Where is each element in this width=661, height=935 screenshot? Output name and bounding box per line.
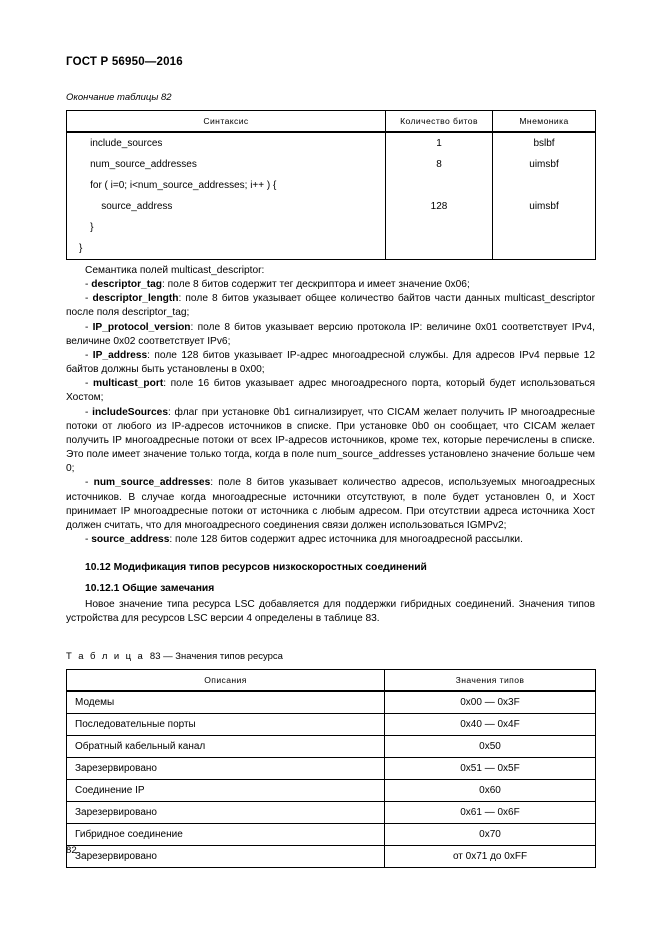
table-row bbox=[67, 714, 596, 736]
term: descriptor_length bbox=[92, 293, 179, 305]
dash: - bbox=[85, 349, 93, 361]
table-83-header-description: Описания bbox=[67, 670, 385, 692]
table-82-mnemonic-cell bbox=[493, 132, 596, 260]
resource-description: Соединение IP bbox=[67, 780, 385, 802]
term-text: : поле 8 битов указывает количество адресов, используемых многоадресных источников. В случае когда многоадресные источники отсутствуют, в поле будет установлен 0, и Хост принимает IP многоадресные потоки от источника с любым адресом. При отсутствии адреса источника Хост должен считать, что для многоадресного соединения связи должен использоваться IGMPv2; bbox=[66, 477, 595, 531]
bits-value: 8 bbox=[436, 159, 442, 170]
page-number: 82 bbox=[66, 845, 77, 856]
semantics-item-source-address bbox=[66, 533, 595, 547]
resource-value: 0x61 — 0x6F bbox=[385, 802, 596, 824]
table-82-caption: Окончание таблицы 82 bbox=[66, 92, 172, 103]
resource-value: 0x70 bbox=[385, 824, 596, 846]
resource-description: Зарезервировано bbox=[67, 758, 385, 780]
term-text: : поле 16 битов указывает адрес многоадресного порта, который будет использоваться Хостом; bbox=[66, 378, 595, 404]
table-row bbox=[67, 736, 596, 758]
table-row bbox=[67, 824, 596, 846]
resource-value: 0x50 bbox=[385, 736, 596, 758]
running-head: ГОСТ Р 56950—2016 bbox=[66, 56, 183, 68]
resource-description: Зарезервировано bbox=[67, 802, 385, 824]
table-82-header-syntax: Синтаксис bbox=[67, 111, 386, 133]
table-83-caption bbox=[66, 651, 283, 662]
bits-value bbox=[386, 217, 492, 238]
bits-value: 1 bbox=[436, 138, 442, 149]
dash: - bbox=[85, 406, 93, 418]
dash: - bbox=[85, 533, 92, 545]
table-row bbox=[67, 758, 596, 780]
term-text: : флаг при установке 0b1 сигнализирует, что CICAM желает получить IP многоадресные потоки от любого из IP-адресов источников в списке. При установке 0b0 он сообщает, что CICAM желает получить IP многоадресные потоки от всех IP-адресов источников, кроме тех, которые перечислены в списке. Это поле имеет значение только тогда, когда в поле num_source_addresses установлено значение больше чем 0; bbox=[66, 406, 595, 475]
table-82-body-row bbox=[67, 132, 596, 260]
term-text: : поле 8 битов указывает версию протокола IP: величине 0x01 соответствует IPv4, величине 0x02 соответствует IPv6; bbox=[66, 321, 595, 347]
mnemonic-value: uimsbf bbox=[529, 201, 559, 212]
resource-description: Модемы bbox=[67, 691, 385, 714]
semantics-block bbox=[66, 264, 595, 547]
dash: - bbox=[85, 293, 93, 305]
table-83-caption-prefix: Т а б л и ц а bbox=[66, 651, 145, 662]
semantics-item-ip-protocol-version bbox=[66, 321, 595, 349]
bits-value bbox=[386, 238, 492, 259]
heading-10-12-1: 10.12.1 Общие замечания bbox=[85, 583, 215, 594]
mnemonic-value: uimsbf bbox=[529, 159, 559, 170]
dash: - bbox=[85, 321, 93, 333]
dash: - bbox=[85, 378, 94, 390]
term-text: : поле 128 битов указывает IP-адрес многоадресной службы. Для адресов IPv4 первые 12 байтов должны быть установлены в 0x00; bbox=[66, 349, 595, 376]
dash: - bbox=[85, 477, 94, 489]
resource-description: Обратный кабельный канал bbox=[67, 736, 385, 758]
semantics-item-include-sources bbox=[66, 406, 595, 477]
table-83-header-values: Значения типов bbox=[385, 670, 596, 692]
table-82-bits-cell bbox=[386, 132, 493, 260]
mnemonic-value: bslbf bbox=[533, 138, 555, 149]
table-83-container bbox=[66, 669, 596, 868]
table-row bbox=[67, 846, 596, 868]
syntax-line: num_source_addresses bbox=[79, 159, 197, 170]
mnemonic-value bbox=[493, 217, 595, 238]
table-83-header-row bbox=[67, 670, 596, 692]
table-82-container bbox=[66, 110, 596, 260]
resource-value: 0x60 bbox=[385, 780, 596, 802]
term-text: : поле 8 битов содержит тег дескриптора и имеет значение 0x06; bbox=[162, 279, 470, 291]
syntax-line: } bbox=[79, 222, 94, 233]
resource-value: 0x40 — 0x4F bbox=[385, 714, 596, 736]
term-text: : поле 128 битов содержит адрес источника для многоадресной рассылки. bbox=[169, 533, 523, 545]
table-82 bbox=[66, 110, 596, 260]
heading-10-12: 10.12 Модификация типов ресурсов низкоскоростных соединений bbox=[85, 562, 427, 573]
bits-value bbox=[386, 175, 492, 196]
syntax-line: source_address bbox=[79, 201, 173, 212]
resource-value: 0x00 — 0x3F bbox=[385, 691, 596, 714]
term: multicast_port bbox=[93, 378, 164, 390]
dash: - bbox=[85, 279, 92, 291]
table-row bbox=[67, 780, 596, 802]
table-82-header-mnemonic: Мнемоника bbox=[493, 111, 596, 133]
table-83-caption-text: 83 — Значения типов ресурса bbox=[149, 651, 283, 662]
term: source_address bbox=[91, 533, 170, 545]
table-row bbox=[67, 691, 596, 714]
term: descriptor_tag bbox=[91, 279, 162, 291]
mnemonic-value bbox=[493, 238, 595, 259]
resource-value: от 0x71 до 0xFF bbox=[385, 846, 596, 868]
term-text: : поле 8 битов указывает общее количество байтов части данных multicast_descriptor после поля descriptor_tag; bbox=[66, 293, 595, 319]
table-82-syntax-cell bbox=[67, 132, 386, 260]
syntax-line: include_sources bbox=[79, 138, 163, 149]
bits-value: 128 bbox=[430, 201, 448, 212]
table-82-header-bits: Количество битов bbox=[386, 111, 493, 133]
semantics-item-multicast-port bbox=[66, 377, 595, 405]
term: IP_address bbox=[92, 349, 148, 361]
resource-description: Гибридное соединение bbox=[67, 824, 385, 846]
table-row bbox=[67, 802, 596, 824]
syntax-line: for ( i=0; i<num_source_addresses; i++ ) { bbox=[79, 180, 277, 191]
semantics-item-ip-address bbox=[66, 349, 595, 377]
semantics-item-descriptor-tag bbox=[66, 278, 595, 292]
resource-value: 0x51 — 0x5F bbox=[385, 758, 596, 780]
term: IP_protocol_version bbox=[92, 321, 191, 333]
resource-description: Последовательные порты bbox=[67, 714, 385, 736]
resource-description: Зарезервировано bbox=[67, 846, 385, 868]
semantics-item-descriptor-length bbox=[66, 292, 595, 320]
paragraph-10-12-1: Новое значение типа ресурса LSC добавляется для поддержки гибридных соединений. Значения типов устройства для ресурсов LSC версии 4 определены в таблице 83. bbox=[66, 599, 595, 625]
mnemonic-value bbox=[493, 175, 595, 196]
term: includeSources bbox=[92, 406, 168, 418]
term: num_source_addresses bbox=[93, 477, 211, 489]
syntax-line: } bbox=[79, 243, 83, 254]
semantics-item-num-source-addresses bbox=[66, 476, 595, 533]
paragraph-10-12-1-block bbox=[66, 598, 595, 626]
table-82-header-row bbox=[67, 111, 596, 133]
semantics-intro: Семантика полей multicast_descriptor: bbox=[85, 265, 265, 276]
table-83 bbox=[66, 669, 596, 868]
